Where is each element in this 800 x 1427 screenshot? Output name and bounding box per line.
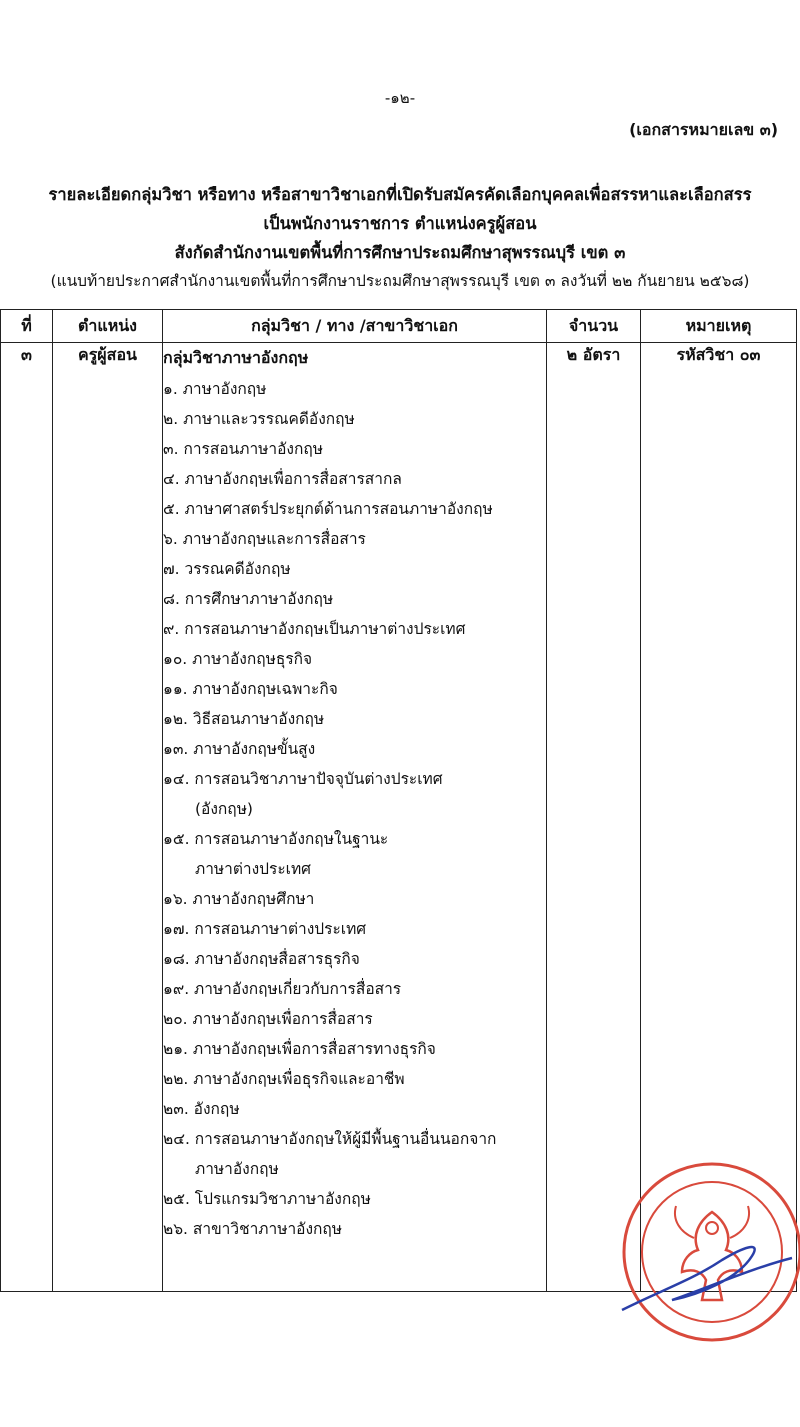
list-item [163, 1004, 546, 1034]
list-item-text: ๒๐. ภาษาอังกฤษเพื่อการสื่อสาร [163, 1010, 373, 1028]
row-position: ครูผู้สอน [53, 343, 163, 1292]
list-item [163, 1214, 546, 1244]
list-item [163, 1124, 546, 1184]
list-item-text: ๑๘. ภาษาอังกฤษสื่อสารธุรกิจ [163, 950, 360, 968]
list-item-text: ๘. การศึกษาภาษาอังกฤษ [163, 590, 334, 608]
list-item-text: ๒๓. อังกฤษ [163, 1100, 240, 1118]
list-item-text: ๗. วรรณคดีอังกฤษ [163, 560, 291, 578]
list-item [163, 374, 546, 404]
list-item-text: ๙. การสอนภาษาอังกฤษเป็นภาษาต่างประเทศ [163, 620, 466, 638]
heading-line-2: เป็นพนักงานราชการ ตำแหน่งครูผู้สอน [263, 214, 537, 233]
heading-line-4: (แนบท้ายประกาศสำนักงานเขตพื้นที่การศึกษาประถมศึกษาสุพรรณบุรี เขต ๓ ลงวันที่ ๒๒ กันยายน ๒๕๖๘) [50, 272, 750, 290]
list-item-text: ๒๒. ภาษาอังกฤษเพื่อธุรกิจและอาชีพ [163, 1070, 405, 1088]
list-item [163, 554, 546, 584]
list-item-text: ๑. ภาษาอังกฤษ [163, 380, 267, 398]
list-item-text: ๑๙. ภาษาอังกฤษเกี่ยวกับการสื่อสาร [163, 980, 402, 998]
header-subject: กลุ่มวิชา / ทาง /สาขาวิชาเอก [163, 310, 547, 343]
header-count: จำนวน [547, 310, 641, 343]
list-item-continuation: (อังกฤษ) [195, 800, 253, 818]
list-item-text: ๔. ภาษาอังกฤษเพื่อการสื่อสารสากล [163, 470, 402, 488]
header-position: ตำแหน่ง [53, 310, 163, 343]
list-item-text: ๕. ภาษาศาสตร์ประยุกต์ด้านการสอนภาษาอังกฤษ [163, 500, 493, 518]
list-item-text: ๑๐. ภาษาอังกฤษธุรกิจ [163, 650, 313, 668]
subject-group-title: กลุ่มวิชาภาษาอังกฤษ [163, 348, 309, 367]
list-item-text: ๑๓. ภาษาอังกฤษขั้นสูง [163, 740, 316, 758]
list-item [163, 674, 546, 704]
list-item [163, 494, 546, 524]
header-no: ที่ [1, 310, 53, 343]
seal-stamp [624, 1164, 800, 1340]
list-item-text: ๑๕. การสอนภาษาอังกฤษในฐานะ [163, 830, 389, 848]
list-item [163, 614, 546, 644]
document-number: (เอกสารหมายเลข ๓) [629, 120, 778, 139]
row-note: รหัสวิชา ๐๓ [641, 343, 797, 1292]
list-item-text: ๑๒. วิธีสอนภาษาอังกฤษ [163, 710, 325, 728]
list-item-text: ๑๑. ภาษาอังกฤษเฉพาะกิจ [163, 680, 338, 698]
heading-line-3: สังกัดสำนักงานเขตพื้นที่การศึกษาประถมศึกษาสุพรรณบุรี เขต ๓ [174, 243, 626, 262]
list-item-text: ๖. ภาษาอังกฤษและการสื่อสาร [163, 530, 366, 548]
list-item-text: ๒๔. การสอนภาษาอังกฤษให้ผู้มีพื้นฐานอื่นนอกจาก [163, 1130, 497, 1148]
list-item [163, 434, 546, 464]
heading-line-1: รายละเอียดกลุ่มวิชา หรือทาง หรือสาขาวิชาเอกที่เปิดรับสมัครคัดเลือกบุคคลเพื่อสรรหาและเลือกสรร [48, 185, 752, 204]
header-note: หมายเหตุ [641, 310, 797, 343]
list-item [163, 1064, 546, 1094]
list-item [163, 914, 546, 944]
list-item-text: ๒๖. สาขาวิชาภาษาอังกฤษ [163, 1220, 343, 1238]
list-item-text: ๒๑. ภาษาอังกฤษเพื่อการสื่อสารทางธุรกิจ [163, 1040, 436, 1058]
list-item-text: ๓. การสอนภาษาอังกฤษ [163, 440, 323, 458]
list-item-text: ๑๖. ภาษาอังกฤษศึกษา [163, 890, 315, 908]
list-item [163, 524, 546, 554]
list-item [163, 824, 546, 884]
list-item [163, 944, 546, 974]
list-item-text: ๑๔. การสอนวิชาภาษาปัจจุบันต่างประเทศ [163, 770, 443, 788]
list-item [163, 1094, 546, 1124]
list-item [163, 704, 546, 734]
list-item-continuation: ภาษาอังกฤษ [195, 1160, 279, 1178]
list-item-continuation: ภาษาต่างประเทศ [195, 860, 312, 878]
row-no: ๓ [1, 343, 53, 1292]
list-item [163, 584, 546, 614]
list-item-text: ๒๕. โปรแกรมวิชาภาษาอังกฤษ [163, 1190, 371, 1208]
list-item [163, 974, 546, 1004]
list-item [163, 464, 546, 494]
row-count: ๒ อัตรา [547, 343, 641, 1292]
list-item [163, 1034, 546, 1064]
list-item-text: ๒. ภาษาและวรรณคดีอังกฤษ [163, 410, 355, 428]
list-item [163, 764, 546, 824]
official-seal [602, 1140, 800, 1372]
page-number: -๑๒- [384, 89, 416, 107]
list-item [163, 1184, 546, 1214]
table-header-row [1, 310, 797, 343]
subject-list [163, 374, 546, 1244]
list-item [163, 884, 546, 914]
list-item-text: ๑๗. การสอนภาษาต่างประเทศ [163, 920, 367, 938]
row-subjects [163, 343, 547, 1292]
list-item [163, 734, 546, 764]
list-item [163, 404, 546, 434]
list-item [163, 644, 546, 674]
